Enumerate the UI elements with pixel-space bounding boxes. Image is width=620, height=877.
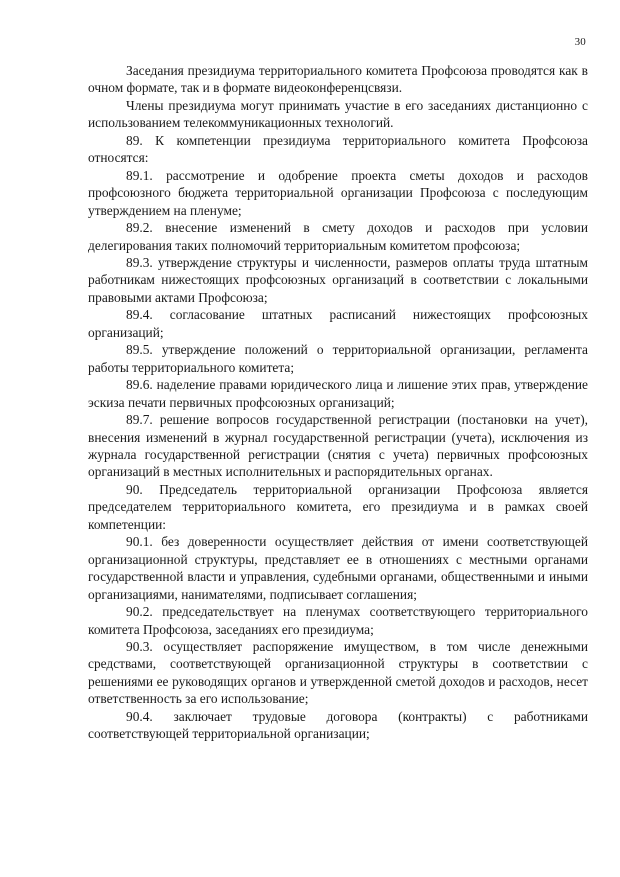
paragraph: 89.5. утверждение положений о территориальной организации, регламента работы территориального комитета; [88,342,588,375]
paragraph: 90.2. председательствует на пленумах соответствующего территориального комитета Профсоюза, заседаниях его президиума; [88,604,588,637]
paragraph: 90.3. осуществляет распоряжение имуществом, в том числе денежными средствами, соответствующей организационной структуры в соответствии с решениями ее руководящих органов и утвержденной сметой доходов и расходов, несет ответственность за его использование; [88,638,588,707]
paragraph: 89.7. решение вопросов государственной регистрации (постановки на учет), внесения изменений в журнал государственной регистрации (учета), исключения из журнала государственной регистрации (снятия с учета) первичных профсоюзных организаций в местных исполнительных и распорядительных органах. [88,412,588,480]
document-body [88,62,588,743]
paragraph: Заседания президиума территориального комитета Профсоюза проводятся как в очном формате, так и в формате видеоконференцсвязи. [88,63,588,96]
paragraph: 89.1. рассмотрение и одобрение проекта сметы доходов и расходов профсоюзного бюджета территориальной организации Профсоюза с последующим утверждением на пленуме; [88,167,588,218]
paragraph: 90.4. заключает трудовые договора (контракты) с работниками соответствующей территориальной организации; [88,708,588,742]
paragraph: 89. К компетенции президиума территориального комитета Профсоюза относятся: [88,132,588,166]
paragraph: 89.2. внесение изменений в смету доходов и расходов при условии делегирования таких полномочий территориальным комитетом профсоюза; [88,220,588,253]
paragraph: 89.4. согласование штатных расписаний нижестоящих профсоюзных организаций; [88,307,588,340]
paragraph: Члены президиума могут принимать участие в его заседаниях дистанционно с использованием телекоммуникационных технологий. [88,97,588,131]
page-number: 30 [574,36,586,48]
paragraph: 89.6. наделение правами юридического лица и лишение этих прав, утверждение эскиза печати первичных профсоюзных организаций; [88,377,588,410]
paragraph: 89.3. утверждение структуры и численности, размеров оплаты труда штатным работникам нижестоящих профсоюзных организаций в соответствии с локальными правовыми актами Профсоюза; [88,254,588,305]
paragraph: 90.1. без доверенности осуществляет действия от имени соответствующей организационной структуры, представляет ее в отношениях с местными органами государственной власти и управления, судебными органами, общественными и иными организациями, нанимателями, подписывает соглашения; [88,534,588,602]
paragraph: 90. Председатель территориальной организации Профсоюза является председателем территориального комитета, его президиума и в рамках своей компетенции: [88,481,588,532]
